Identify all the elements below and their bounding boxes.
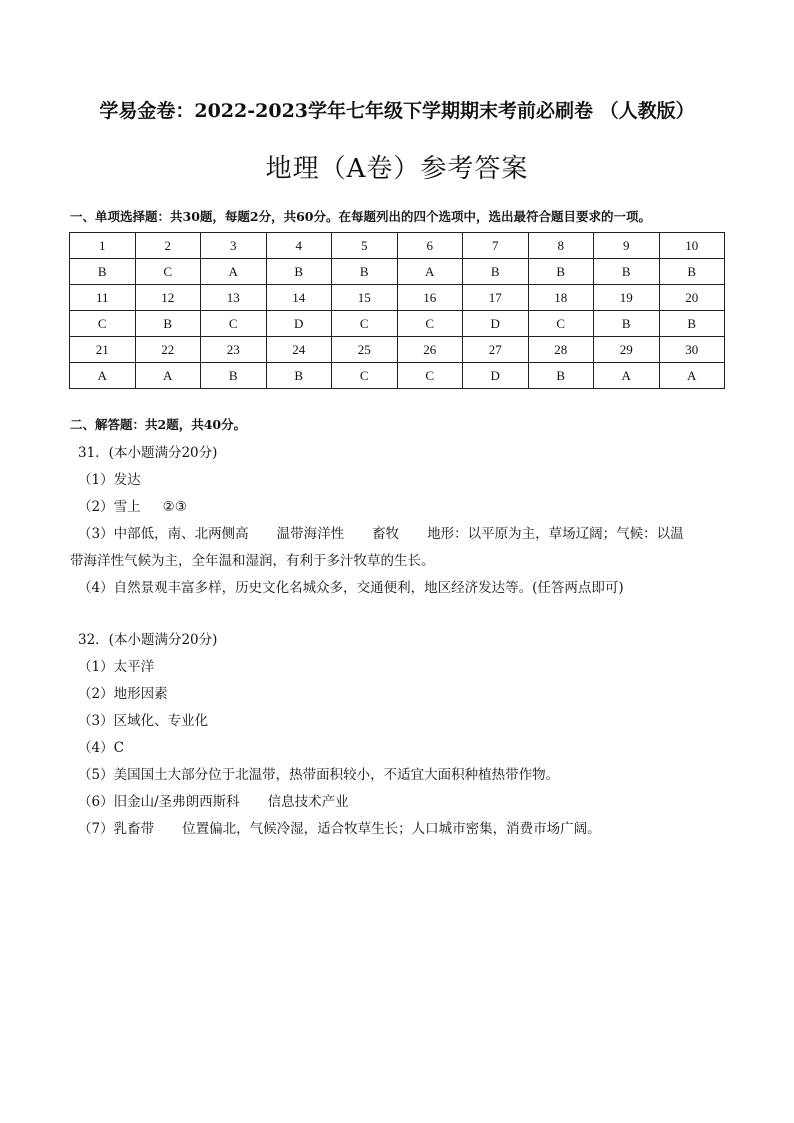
q32-answer-2: （2）地形因素: [78, 686, 168, 702]
answer-cell: B: [659, 259, 725, 285]
answer-cell: C: [397, 311, 463, 337]
answer-cell: D: [463, 311, 529, 337]
question-number-cell: 5: [332, 233, 398, 259]
question-number-cell: 25: [332, 337, 398, 363]
question-number-cell: 29: [594, 337, 660, 363]
question-number-cell: 3: [201, 233, 267, 259]
answer-key-title: 地理（A卷）参考答案: [265, 154, 529, 184]
q31-answer-3-continued: 带海洋性气候为主，全年温和湿润，有利于多汁牧草的生长。: [70, 553, 435, 569]
question-number-row: [70, 337, 725, 363]
question-number-cell: 26: [397, 337, 463, 363]
answer-cell: A: [70, 363, 136, 389]
q31-answer-3-industry: 畜牧: [372, 526, 400, 542]
question-number-cell: 7: [463, 233, 529, 259]
question-number-cell: 16: [397, 285, 463, 311]
question-number-cell: 10: [659, 233, 725, 259]
answer-cell: B: [594, 259, 660, 285]
answer-cell: B: [463, 259, 529, 285]
answer-cell: B: [594, 311, 660, 337]
question-number-row: [70, 233, 725, 259]
question-number-cell: 17: [463, 285, 529, 311]
q31-answer-3-climate: 温带海洋性: [276, 526, 345, 542]
answer-cell: B: [528, 363, 594, 389]
q31-answer-2: [78, 495, 187, 515]
answer-table: [69, 232, 725, 389]
question-number-cell: 28: [528, 337, 594, 363]
question-number-cell: 4: [266, 233, 332, 259]
question-number-cell: 1: [70, 233, 136, 259]
q32-answer-7-belt: （7）乳畜带: [78, 821, 155, 837]
answer-cell: B: [70, 259, 136, 285]
answer-cell: C: [201, 311, 267, 337]
q32-answer-1: （1）太平洋: [78, 659, 155, 675]
question-number-cell: 15: [332, 285, 398, 311]
question-number-cell: 9: [594, 233, 660, 259]
question-number-cell: 11: [70, 285, 136, 311]
question-number-cell: 12: [135, 285, 201, 311]
answer-row: [70, 363, 725, 389]
answer-cell: B: [135, 311, 201, 337]
question-number-cell: 22: [135, 337, 201, 363]
answer-cell: C: [332, 311, 398, 337]
q31-answer-3: [78, 522, 684, 542]
section2-heading: 二、解答题：共2题，共40分。: [70, 417, 247, 432]
q31-answer-3-reason: 地形：以平原为主，草场辽阔；气候：以温: [427, 526, 684, 542]
q31-answer-1: （1）发达: [78, 472, 141, 488]
answer-cell: B: [659, 311, 725, 337]
q32-answer-3: （3）区域化、专业化: [78, 713, 209, 729]
q31-answer-2-text: （2）雪上: [78, 499, 141, 515]
answer-cell: C: [70, 311, 136, 337]
q32-answer-7: [78, 817, 601, 837]
q32-answer-6-industry: 信息技术产业: [267, 794, 349, 810]
answer-cell: A: [659, 363, 725, 389]
q32-answer-6-city: （6）旧金山/圣弗朗西斯科: [78, 794, 240, 810]
q32-answer-4: （4）C: [78, 740, 124, 756]
q31-answer-3-terrain: （3）中部低，南、北两侧高: [78, 526, 249, 542]
answer-cell: A: [135, 363, 201, 389]
q32-title: 32．(本小题满分20分): [78, 632, 218, 648]
question-number-cell: 8: [528, 233, 594, 259]
answer-cell: D: [266, 311, 332, 337]
answer-cell: C: [135, 259, 201, 285]
exam-header-title: 学易金卷：2022-2023学年七年级下学期期末考前必刷卷 （人教版）: [99, 100, 695, 122]
question-number-cell: 18: [528, 285, 594, 311]
answer-cell: C: [528, 311, 594, 337]
question-number-cell: 24: [266, 337, 332, 363]
answer-cell: A: [397, 259, 463, 285]
q32-answer-6: [78, 790, 349, 810]
answer-cell: C: [397, 363, 463, 389]
question-number-cell: 2: [135, 233, 201, 259]
question-number-cell: 6: [397, 233, 463, 259]
question-number-cell: 20: [659, 285, 725, 311]
question-number-cell: 13: [201, 285, 267, 311]
question-number-cell: 19: [594, 285, 660, 311]
question-number-cell: 14: [266, 285, 332, 311]
question-number-row: [70, 285, 725, 311]
q31-answer-4: （4）自然景观丰富多样，历史文化名城众多，交通便利，地区经济发达等。(任答两点即可): [78, 580, 624, 596]
section1-heading: 一、单项选择题：共30题，每题2分，共60分。在每题列出的四个选项中，选出最符合题目要求的一项。: [70, 209, 651, 224]
answer-cell: B: [266, 259, 332, 285]
q31-answer-2-options: ②③: [162, 499, 187, 515]
answer-cell: A: [594, 363, 660, 389]
q32-answer-5: （5）美国国土大部分位于北温带，热带面积较小，不适宜大面积种植热带作物。: [78, 767, 560, 783]
answer-row: [70, 259, 725, 285]
q32-answer-7-reason: 位置偏北，气候冷湿，适合牧草生长；人口城市密集，消费市场广阔。: [182, 821, 601, 837]
answer-cell: A: [201, 259, 267, 285]
question-number-cell: 30: [659, 337, 725, 363]
answer-cell: B: [201, 363, 267, 389]
answer-cell: B: [332, 259, 398, 285]
answer-cell: B: [528, 259, 594, 285]
question-number-cell: 23: [201, 337, 267, 363]
q31-title: 31．(本小题满分20分): [78, 445, 218, 461]
question-number-cell: 27: [463, 337, 529, 363]
answer-row: [70, 311, 725, 337]
answer-cell: D: [463, 363, 529, 389]
answer-cell: B: [266, 363, 332, 389]
question-number-cell: 21: [70, 337, 136, 363]
answer-cell: C: [332, 363, 398, 389]
